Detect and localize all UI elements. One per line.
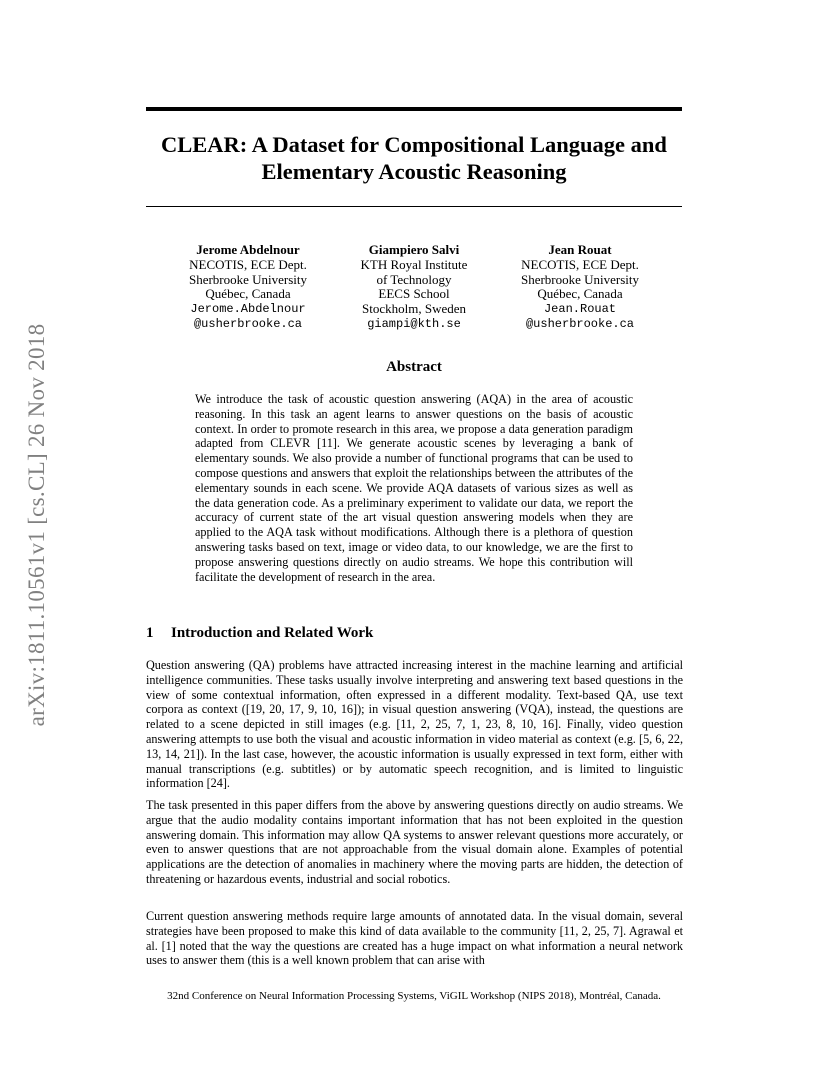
author-email: giampi@kth.se xyxy=(367,316,461,331)
body-paragraph: The task presented in this paper differs from the above by answering questions directly on audio streams. We argue that the audio modality contains important information that has not been exploited in the question answering domain. This information may allow QA systems to answer relevant questions more accurately, or even to answer questions that are not approachable from the visual domain alone. Examples of potential applications are the detection of anomalies in machinery where the moving parts are hidden, the detection of threatening or hazardous events, industrial and social robotics. xyxy=(146,798,683,886)
author-affiliation: Québec, Canada xyxy=(537,286,623,302)
author-2 xyxy=(329,243,499,332)
author-3 xyxy=(495,243,665,332)
author-affiliation: Québec, Canada xyxy=(205,286,291,302)
author-affiliation: Stockholm, Sweden xyxy=(362,301,466,317)
author-1 xyxy=(163,243,333,332)
author-affiliation: NECOTIS, ECE Dept. xyxy=(521,256,639,272)
author-email: @usherbrooke.ca xyxy=(193,316,303,331)
author-block xyxy=(146,243,682,338)
section-number: 1 xyxy=(146,625,154,641)
author-affiliation: Sherbrooke University xyxy=(520,271,640,287)
author-email: Jerome.Abdelnour xyxy=(190,302,306,317)
author-name: Jean Rouat xyxy=(548,242,612,257)
body-paragraph: Current question answering methods require large amounts of annotated data. In the visual domain, several strategies have been proposed to make this kind of data available to the community [11, 2, 25, 7]. Agrawal et al. [1] noted that the way the questions are created has a huge impact on what information a neural network uses to answer them (this is a well known problem that can arise with xyxy=(146,909,683,968)
paper-title-text: CLEAR: A Dataset for Compositional Language and Elementary Acoustic Reasoning xyxy=(161,132,667,184)
title-rule-top xyxy=(146,107,682,111)
author-name: Giampiero Salvi xyxy=(368,242,460,257)
author-affiliation: KTH Royal Institute xyxy=(360,256,468,272)
arxiv-sidebar xyxy=(0,0,60,1072)
abstract-heading: Abstract xyxy=(386,359,442,375)
body-paragraph: Question answering (QA) problems have attracted increasing interest in the machine learning and artificial intelligence communities. These tasks usually involve interpreting and answering text based questions in the view of some contextual information, often expressed in a different modality. Text-based QA, use text corpora as context ([19, 20, 17, 9, 10, 16]); in visual question answering (VQA), instead, the questions are related to a scene depicted in still images (e.g. [11, 2, 25, 7, 1, 23, 8, 10, 16]. Finally, video question answering attempts to use both the visual and acoustic information in video material as context (e.g. [5, 6, 22, 13, 14, 21]). In the last case, however, the acoustic information is usually expressed in text form, either with manual transcriptions (e.g. subtitles) or by automatic speech recognition, and is limited to linguistic information [24]. xyxy=(146,658,683,791)
conference-footer: 32nd Conference on Neural Information Processing Systems, ViGIL Workshop (NIPS 2018), Montréal, Canada. xyxy=(167,990,661,1002)
author-affiliation: of Technology xyxy=(376,271,452,287)
author-email: @usherbrooke.ca xyxy=(525,316,635,331)
section-title: Introduction and Related Work xyxy=(171,625,374,641)
author-name: Jerome Abdelnour xyxy=(196,242,300,257)
author-affiliation: Sherbrooke University xyxy=(188,271,308,287)
author-affiliation: NECOTIS, ECE Dept. xyxy=(189,256,307,272)
author-email: Jean.Rouat xyxy=(543,302,616,317)
title-rule-bottom xyxy=(146,206,682,207)
paper-title xyxy=(146,131,682,185)
author-affiliation: EECS School xyxy=(378,286,450,302)
arxiv-identifier: arXiv:1811.10561v1 [cs.CL] 26 Nov 2018 xyxy=(24,323,49,727)
section-heading xyxy=(146,625,373,642)
abstract-text: We introduce the task of acoustic question answering (AQA) in the area of acoustic reasoning. In this task an agent learns to answer questions on the basis of acoustic context. In order to promote research in this area, we propose a data generation paradigm adapted from CLEVR [11]. We generate acoustic scenes by leveraging a bank of elementary sounds. We also provide a number of functional programs that can be used to compose questions and answers that exploit the relationships between the attributes of the elementary sounds in each scene. We provide AQA datasets of various sizes as well as the data generation code. As a preliminary experiment to validate our data, we report the accuracy of current state of the art visual question answering models when they are applied to the AQA task without modifications. Although there is a plethora of question answering tasks based on text, image or video data, to our knowledge, we are the first to propose answering questions directly on audio streams. We hope this contribution will facilitate the development of research in the area. xyxy=(195,392,633,584)
